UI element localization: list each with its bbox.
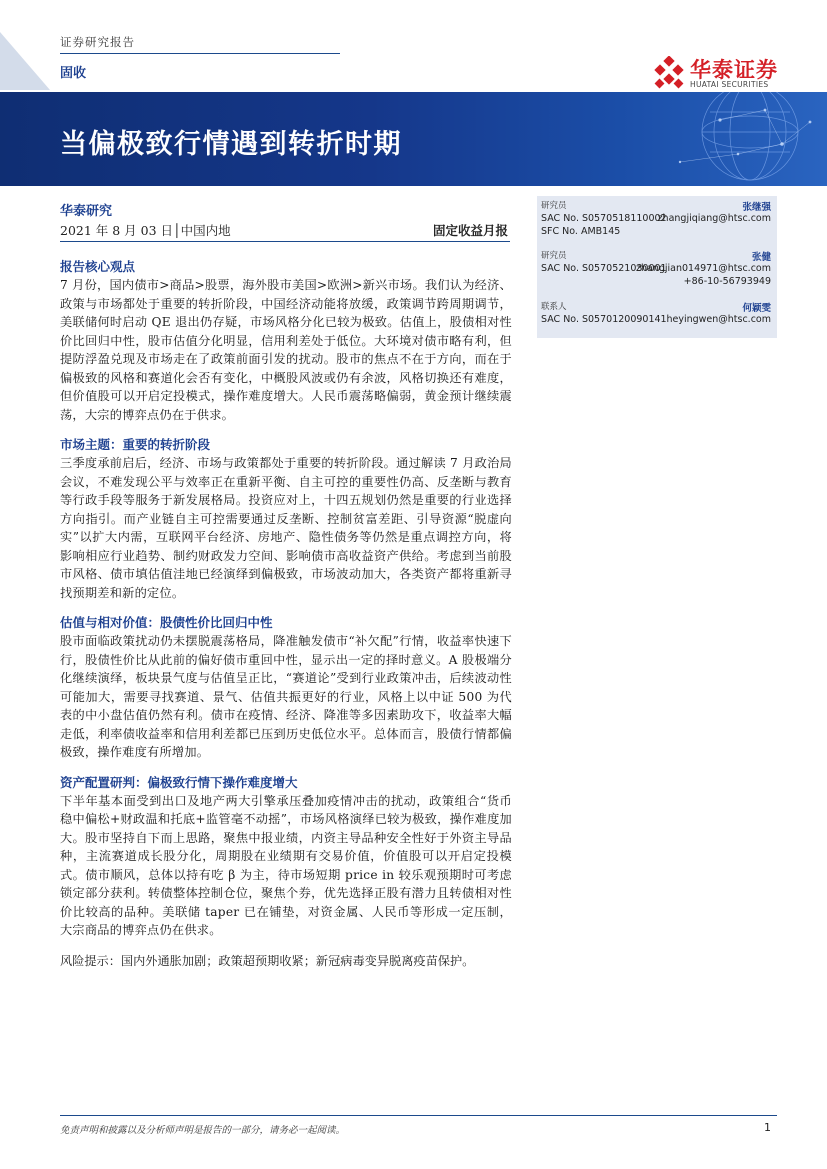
title-banner: [0, 92, 827, 186]
section-heading: 资产配置研判：偏极致行情下操作难度增大: [60, 774, 298, 790]
section-valuation: [60, 614, 512, 762]
section-asset-allocation: [60, 774, 512, 940]
analyst-phone: +86-10-56793949: [683, 276, 771, 287]
page-number: 1: [764, 1121, 771, 1134]
analyst-name: 张继强: [742, 202, 771, 213]
analyst-role: 联系人: [541, 302, 567, 312]
section-heading: 估值与相对价值：股债性价比回归中性: [60, 615, 273, 630]
analyst-sac: SAC No. S0570120090141: [541, 314, 667, 325]
footer-divider: [60, 1115, 777, 1116]
section-market-theme: [60, 436, 512, 602]
analyst-panel: [537, 196, 777, 338]
category-label: 固收: [60, 66, 87, 81]
analyst-role: 研究员: [541, 251, 567, 261]
analyst-sfc: SFC No. AMB145: [541, 226, 621, 237]
section-paragraph: 三季度承前启后，经济、市场与政策都处于重要的转折阶段。通过解读 7 月政治局会议，不难发现公平与效率正在重新平衡、自主可控的重要性仍高、反垄断与教育等行政手段等服务于新发展格局。投资应对上，十四五规划仍然是重要的行业选择方向指引。而产业链自主可控需要通过反垄断、控制贫富差距、引导资源“脱虚向实”以扩大内需，互联网平台经济、房地产、隐性债务等仍然是重点调控方向，将影响相应行业趋势、制约财政发力空间、影响债市高收益资产供给。考虑到当前股市风格、债市填估值洼地已经演绎到偏极致，市场波动加大，各类资产都将重新寻找预期差和新的定位。: [60, 456, 512, 600]
section-paragraph: 7 月份，国内债市>商品>股票，海外股市美国>欧洲>新兴市场。我们认为经济、政策与市场都处于重要的转折阶段，中国经济动能将放缓，政策调节跨周期调节，美联储何时启动 QE 退出仍存疑，市场风格分化已较为极致。估值上，股债相对性价比回归中性，股市估值分化明显，信用利差处于低位。大环境对债市略有利，但提防浮盈兑现及市场走在了政策前面引发的扰动。股市的焦点不在于方向，而在于偏极致的风格和赛道化会否有变化，中概股风波或仍有余波，风格切换还有难度，但价值股可以开启定投模式，操作难度增大。人民币震荡略偏弱，黄金预计继续震荡，大宗的博弈点仍在于供求。: [60, 278, 512, 422]
report-type: 固定收益月报: [432, 223, 508, 238]
report-date: 2021 年 8 月 03 日│中国内地: [60, 223, 231, 238]
analyst-name: 何颖雯: [742, 303, 771, 314]
analyst-sac: SAC No. S0570521030001: [541, 263, 667, 274]
report-body: [60, 258, 512, 970]
research-label: 华泰研究: [60, 204, 113, 219]
globe-network-graphic: [560, 92, 827, 186]
section-heading: 市场主题：重要的转折阶段: [60, 437, 211, 452]
huatai-emblem-icon: [652, 56, 686, 90]
analyst-email[interactable]: zhangjian014971@htsc.com: [636, 263, 771, 274]
date-divider: [60, 241, 510, 242]
section-paragraph: 股市面临政策扰动仍未摆脱震荡格局，降准触发债市“补欠配”行情，收益率快速下行，股债性价比从此前的偏好债市重回中性，显示出一定的择时意义。A 股极端分化继续演绎，板块景气度与估值呈正比，“赛道论”受到行业政策冲击，后续波动性可能加大，需要寻找赛道、景气、估值共振更好的行业，风格上以中证 500 为代表的中小盘估值仍然有利。债市在疫情、经济、降准等多因素助攻下，收益率大幅走低，利率债收益率和信用利差都已压到历史低位水平。总体而言，股债行情都偏极致，操作难度有所增加。: [60, 634, 512, 759]
logo-english-text: HUATAI SECURITIES: [690, 80, 769, 89]
section-heading: 报告核心观点: [60, 259, 136, 274]
analyst-role: 研究员: [541, 201, 567, 211]
analyst-email[interactable]: heyingwen@htsc.com: [666, 314, 771, 325]
analyst-name: 张健: [751, 252, 771, 263]
section-core-view: [60, 258, 512, 424]
logo-chinese-text: 华泰证券: [690, 58, 778, 82]
report-title: 当偏极致行情遇到转折时期: [60, 129, 402, 160]
doc-type-label: 证券研究报告: [60, 35, 135, 49]
risk-warning: 风险提示：国内外通胀加剧；政策超预期收紧；新冠病毒变异脱离疫苗保护。: [60, 953, 475, 968]
footer-disclaimer: 免责声明和披露以及分析师声明是报告的一部分，请务必一起阅读。: [60, 1125, 346, 1136]
corner-decoration: [0, 32, 50, 90]
section-paragraph: 下半年基本面受到出口及地产两大引擎承压叠加疫情冲击的扰动，政策组合“货币稳中偏松+财政温和托底+监管毫不动摇”，市场风格演绎已较为极致，操作难度加大。股市坚持自下而上思路，聚焦中报业绩，内资主导品种安全性好于外资主导品种，主流赛道成长股分化，周期股在业绩期有交易价值，价值股可以开启定投模式。债市顺风，总体以持有吃 β 为主，待市场短期 price in 较乐观预期时可考虑锁定部分获利。转债整体控制仓位，聚焦个券，优先选择正股有潜力且转债相对性价比较高的品种。美联储 taper 已在铺垫，对资金属、人民币等形成一定压制，大宗商品的博弈点仍在供求。: [60, 793, 512, 937]
huatai-logo: [652, 56, 784, 90]
header-divider: [60, 53, 340, 54]
analyst-email[interactable]: zhangjiqiang@htsc.com: [657, 213, 771, 224]
analyst-sac: SAC No. S0570518110002: [541, 213, 667, 224]
